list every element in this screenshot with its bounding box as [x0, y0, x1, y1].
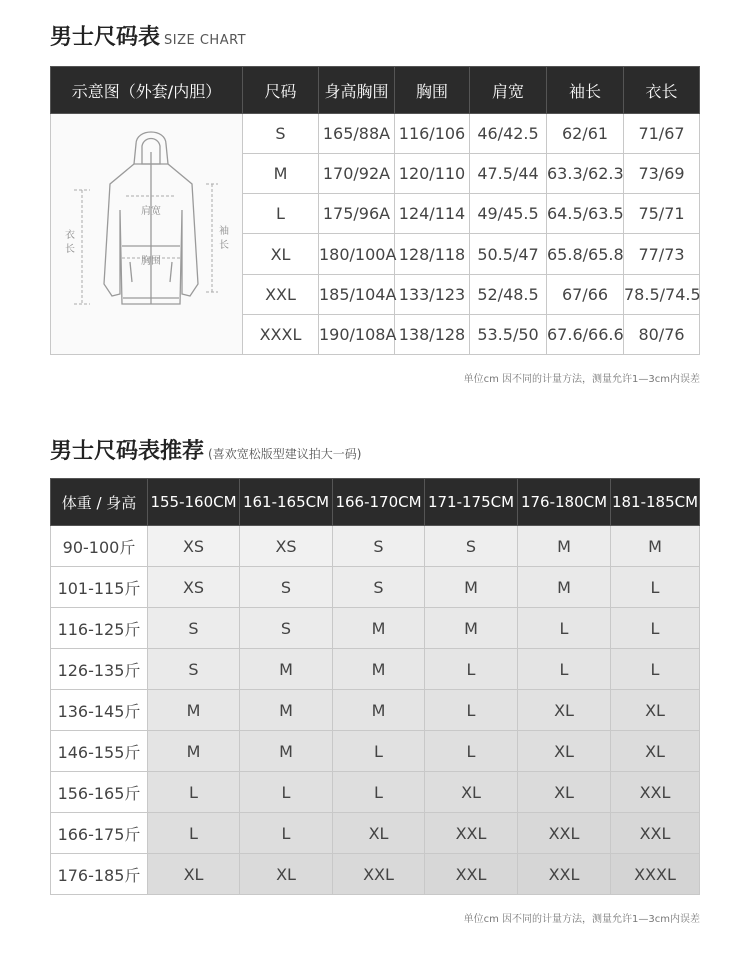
recommend-size-cell: XXL	[333, 854, 425, 895]
recommend-size-cell: L	[333, 772, 425, 813]
size-chart-cell: 49/45.5	[470, 194, 547, 234]
chest-label: 胸围	[140, 256, 161, 267]
size-chart-cell: 52/48.5	[470, 274, 547, 314]
recommend-size-cell: S	[148, 608, 240, 649]
sleeve-label: 袖长	[218, 226, 229, 251]
size-chart-cell: 170/92A	[319, 154, 395, 194]
size-chart-header-cell: 示意图（外套/内胆）	[51, 67, 243, 114]
recommend-row	[51, 608, 700, 649]
recommend-size-cell: L	[240, 813, 333, 854]
recommend-size-cell: S	[333, 567, 425, 608]
size-chart-cell: S	[243, 114, 319, 154]
jacket-icon	[52, 114, 242, 350]
size-chart-cell: 71/67	[624, 114, 700, 154]
recommend-size-cell: M	[333, 649, 425, 690]
recommend-size-cell: M	[240, 731, 333, 772]
recommend-row	[51, 731, 700, 772]
recommend-note: 单位cm 因不同的计量方法，测量允许1—3cm内误差	[463, 914, 700, 925]
weight-label: 166-175斤	[51, 813, 148, 854]
size-chart-cell: 75/71	[624, 194, 700, 234]
recommend-size-cell: L	[518, 649, 611, 690]
weight-label: 146-155斤	[51, 731, 148, 772]
recommend-size-cell: L	[425, 690, 518, 731]
size-chart-header-cell: 胸围	[395, 67, 470, 114]
size-chart-cell: 65.8/65.8	[547, 234, 624, 274]
recommend-size-cell: S	[333, 526, 425, 567]
recommend-table	[50, 478, 700, 895]
weight-label: 136-145斤	[51, 690, 148, 731]
weight-label: 116-125斤	[51, 608, 148, 649]
size-chart-cell: 46/42.5	[470, 114, 547, 154]
recommend-size-cell: L	[611, 608, 700, 649]
recommend-size-cell: XXL	[425, 854, 518, 895]
size-chart-cell: 62/61	[547, 114, 624, 154]
size-chart-cell: XXXL	[243, 314, 319, 354]
weight-label: 126-135斤	[51, 649, 148, 690]
recommend-size-cell: L	[611, 649, 700, 690]
size-chart-cell: 138/128	[395, 314, 470, 354]
recommend-title: 男士尺码表推荐 (喜欢宽松版型建议拍大一码)	[50, 439, 362, 464]
recommend-size-cell: XS	[148, 567, 240, 608]
size-chart-cell: 180/100A	[319, 234, 395, 274]
size-chart-cell: 120/110	[395, 154, 470, 194]
size-chart-cell: 128/118	[395, 234, 470, 274]
recommend-size-cell: S	[240, 608, 333, 649]
size-chart-header-cell: 衣长	[624, 67, 700, 114]
recommend-subtitle: (喜欢宽松版型建议拍大一码)	[208, 447, 362, 461]
size-chart-cell: XL	[243, 234, 319, 274]
recommend-size-cell: L	[333, 731, 425, 772]
size-chart-cell: 73/69	[624, 154, 700, 194]
weight-label: 176-185斤	[51, 854, 148, 895]
recommend-size-cell: XXL	[518, 813, 611, 854]
size-chart-cell: 175/96A	[319, 194, 395, 234]
size-chart-cell: 77/73	[624, 234, 700, 274]
recommend-size-cell: M	[611, 526, 700, 567]
recommend-size-cell: XL	[611, 731, 700, 772]
recommend-size-cell: M	[148, 731, 240, 772]
recommend-header-cell: 176-180CM	[518, 479, 611, 526]
recommend-size-cell: XS	[148, 526, 240, 567]
size-chart-cell: 78.5/74.5	[624, 274, 700, 314]
recommend-header-cell: 171-175CM	[425, 479, 518, 526]
size-chart-cell: 67/66	[547, 274, 624, 314]
recommend-size-cell: XXXL	[611, 854, 700, 895]
recommend-header-cell: 155-160CM	[148, 479, 240, 526]
recommend-size-cell: XXL	[425, 813, 518, 854]
size-chart-header-cell: 肩宽	[470, 67, 547, 114]
recommend-size-cell: L	[148, 772, 240, 813]
recommend-size-cell: L	[518, 608, 611, 649]
recommend-size-cell: XS	[240, 526, 333, 567]
size-chart-cell: L	[243, 194, 319, 234]
size-chart-cell: 53.5/50	[470, 314, 547, 354]
recommend-header-row	[51, 479, 700, 526]
size-chart-header-cell: 身高胸围	[319, 67, 395, 114]
size-chart-cell: 165/88A	[319, 114, 395, 154]
length-label: 衣长	[64, 230, 75, 255]
recommend-size-cell: XL	[611, 690, 700, 731]
recommend-size-cell: M	[518, 567, 611, 608]
recommend-size-cell: XL	[240, 854, 333, 895]
recommend-header-cell: 181-185CM	[611, 479, 700, 526]
recommend-size-cell: M	[425, 608, 518, 649]
recommend-size-cell: S	[240, 567, 333, 608]
size-chart-cell: 64.5/63.5	[547, 194, 624, 234]
recommend-header-cell: 体重 / 身高	[51, 479, 148, 526]
recommend-size-cell: XL	[333, 813, 425, 854]
recommend-size-cell: XL	[518, 731, 611, 772]
size-chart-cell: 50.5/47	[470, 234, 547, 274]
size-chart-header-cell: 袖长	[547, 67, 624, 114]
size-chart-cell: 116/106	[395, 114, 470, 154]
size-chart-table	[50, 66, 700, 355]
recommend-size-cell: XXL	[611, 772, 700, 813]
recommend-size-cell: L	[425, 649, 518, 690]
size-chart-cell: 63.3/62.3	[547, 154, 624, 194]
recommend-row	[51, 526, 700, 567]
recommend-size-cell: L	[240, 772, 333, 813]
size-chart-cell: 133/123	[395, 274, 470, 314]
recommend-size-cell: M	[148, 690, 240, 731]
recommend-size-cell: XXL	[518, 854, 611, 895]
size-chart-row	[51, 114, 700, 154]
recommend-size-cell: XL	[518, 690, 611, 731]
size-chart-cell: 190/108A	[319, 314, 395, 354]
size-chart-header-row	[51, 67, 700, 114]
weight-label: 156-165斤	[51, 772, 148, 813]
weight-label: 101-115斤	[51, 567, 148, 608]
size-chart-cell: 47.5/44	[470, 154, 547, 194]
recommend-size-cell: S	[148, 649, 240, 690]
size-chart-cell: 67.6/66.6	[547, 314, 624, 354]
recommend-header-cell: 166-170CM	[333, 479, 425, 526]
recommend-row	[51, 690, 700, 731]
jacket-diagram	[51, 114, 243, 355]
weight-label: 90-100斤	[51, 526, 148, 567]
recommend-row	[51, 854, 700, 895]
size-chart-title: 男士尺码表 SIZE CHART	[50, 25, 247, 50]
size-chart-cell: 124/114	[395, 194, 470, 234]
recommend-row	[51, 649, 700, 690]
size-chart-cell: 80/76	[624, 314, 700, 354]
size-chart-cell: 185/104A	[319, 274, 395, 314]
recommend-row	[51, 567, 700, 608]
recommend-size-cell: XL	[518, 772, 611, 813]
recommend-row	[51, 813, 700, 854]
size-chart-cell: XXL	[243, 274, 319, 314]
recommend-size-cell: L	[425, 731, 518, 772]
size-chart-cell: M	[243, 154, 319, 194]
recommend-size-cell: M	[518, 526, 611, 567]
recommend-size-cell: M	[240, 690, 333, 731]
recommend-size-cell: M	[333, 608, 425, 649]
recommend-size-cell: XL	[148, 854, 240, 895]
size-chart-subtitle: SIZE CHART	[164, 33, 247, 48]
recommend-size-cell: S	[425, 526, 518, 567]
recommend-header-cell: 161-165CM	[240, 479, 333, 526]
recommend-size-cell: XL	[425, 772, 518, 813]
recommend-size-cell: L	[611, 567, 700, 608]
size-chart-note: 单位cm 因不同的计量方法，测量允许1—3cm内误差	[463, 374, 700, 385]
recommend-size-cell: M	[240, 649, 333, 690]
recommend-size-cell: M	[425, 567, 518, 608]
recommend-size-cell: M	[333, 690, 425, 731]
shoulder-label: 肩宽	[140, 206, 161, 217]
size-chart-header-cell: 尺码	[243, 67, 319, 114]
recommend-size-cell: XXL	[611, 813, 700, 854]
recommend-size-cell: L	[148, 813, 240, 854]
recommend-row	[51, 772, 700, 813]
